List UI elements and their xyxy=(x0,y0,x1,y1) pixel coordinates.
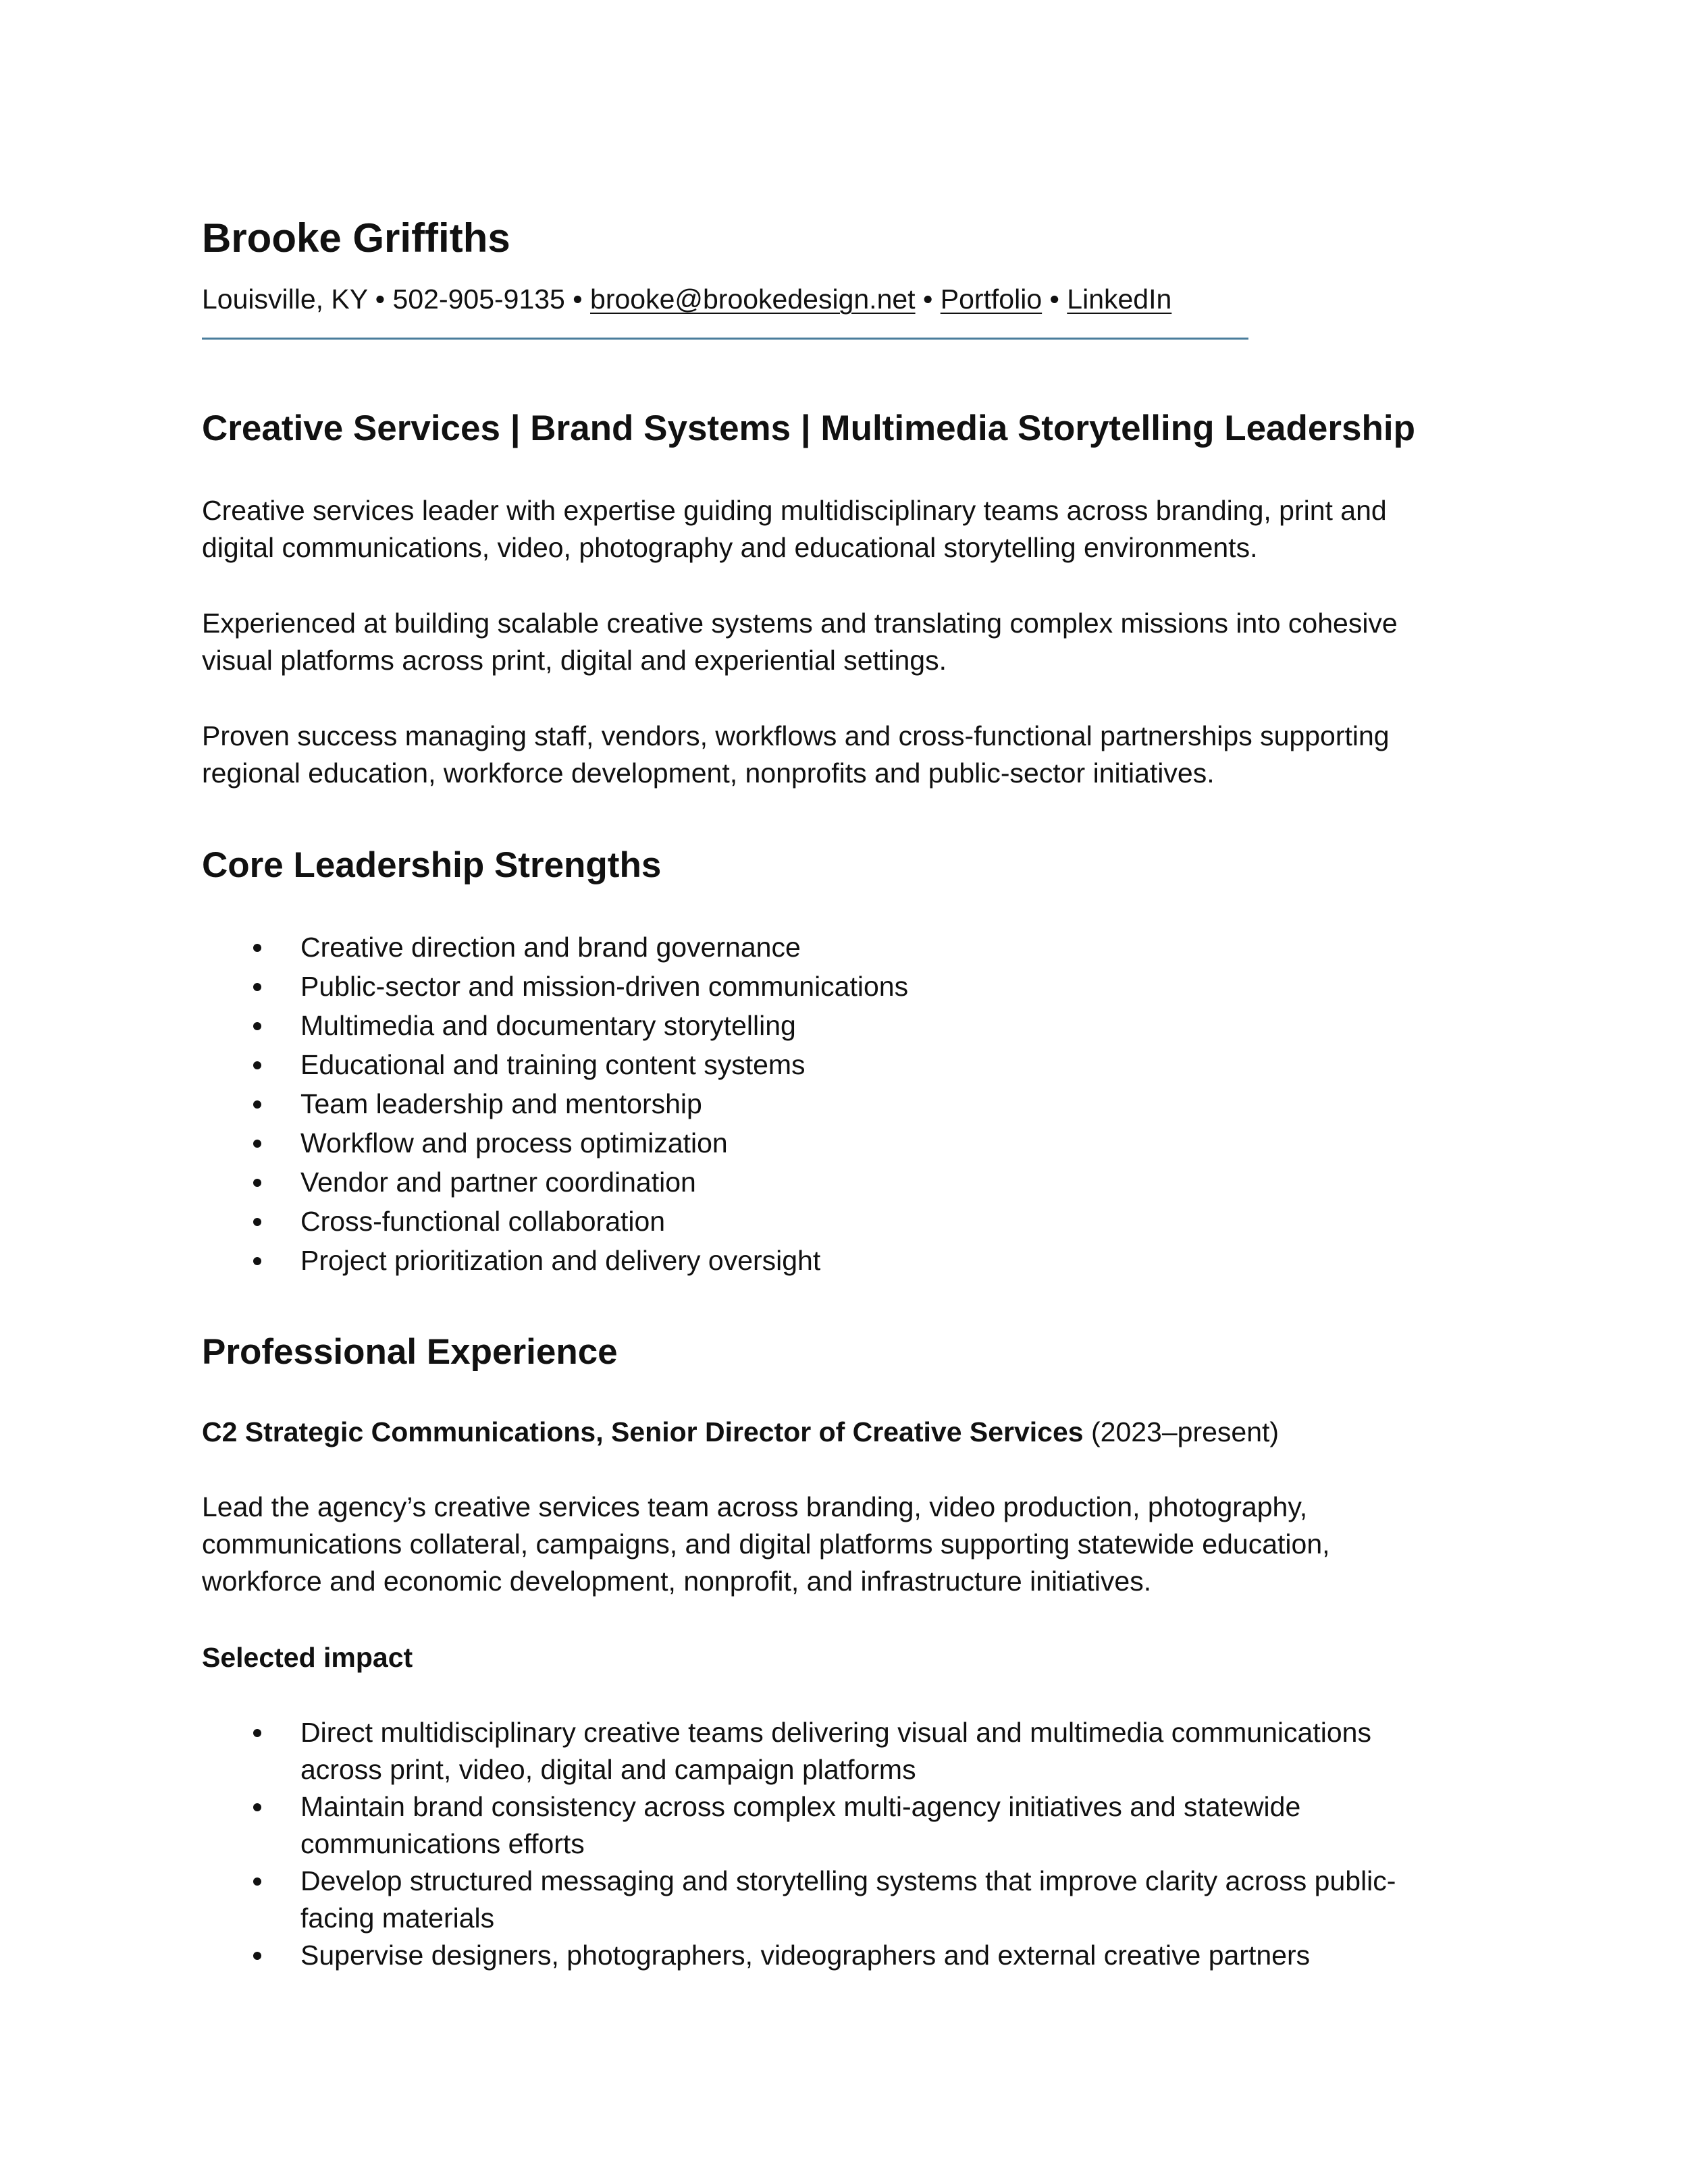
item-text: Educational and training content systems xyxy=(300,1049,806,1080)
text-line: communications collateral, campaigns, and digital platforms supporting statewide education, xyxy=(202,1528,1330,1560)
list-item xyxy=(202,1714,1396,1788)
section-title-strengths: Core Leadership Strengths xyxy=(202,845,662,885)
bullet-icon xyxy=(253,1140,261,1148)
summary-paragraph xyxy=(202,718,1390,792)
item-text: Multimedia and documentary storytelling xyxy=(300,1010,796,1041)
list-item xyxy=(202,1006,908,1045)
headline: Creative Services | Brand Systems | Multimedia Storytelling Leadership xyxy=(202,408,1415,448)
item-text: Cross-functional collaboration xyxy=(300,1206,666,1237)
impact-list xyxy=(202,1714,1396,1974)
bullet-icon xyxy=(253,944,261,952)
list-item xyxy=(202,1863,1396,1937)
summary-paragraph xyxy=(202,492,1387,566)
bullet-icon xyxy=(253,1179,261,1187)
contact-line xyxy=(202,284,1171,315)
text-line: digital communications, video, photography and educational storytelling environments. xyxy=(202,532,1258,563)
bullet-icon xyxy=(253,1952,261,1960)
bullet-icon xyxy=(253,1061,261,1069)
bullet-icon xyxy=(253,1257,261,1265)
text-line: Maintain brand consistency across complex multi-agency initiatives and statewide xyxy=(300,1791,1301,1822)
text-line: facing materials xyxy=(300,1902,495,1934)
item-text: Project prioritization and delivery oversight xyxy=(300,1245,821,1276)
item-text: Public-sector and mission-driven communications xyxy=(300,971,909,1002)
text-line: Lead the agency’s creative services team across branding, video production, photography, xyxy=(202,1491,1308,1522)
list-item xyxy=(202,1045,908,1084)
bullet-icon xyxy=(253,1218,261,1226)
separator: • xyxy=(915,284,941,315)
job-dates: (2023–present) xyxy=(1083,1416,1280,1447)
text-line: Experienced at building scalable creative systems and translating complex missions into cohesive xyxy=(202,608,1398,639)
list-item xyxy=(202,1123,908,1163)
text-line: workforce and economic development, nonprofit, and infrastructure initiatives. xyxy=(202,1566,1152,1597)
separator: • xyxy=(367,284,393,315)
list-item xyxy=(202,1788,1396,1863)
impact-title: Selected impact xyxy=(202,1642,413,1673)
item-text: Creative direction and brand governance xyxy=(300,932,801,963)
bullet-icon xyxy=(253,1022,261,1030)
list-item xyxy=(202,967,908,1006)
list-item xyxy=(202,1163,908,1202)
bullet-icon xyxy=(253,1100,261,1109)
linkedin-link[interactable]: LinkedIn xyxy=(1067,284,1172,315)
text-line: visual platforms across print, digital and experiential settings. xyxy=(202,645,947,676)
list-item xyxy=(202,1937,1396,1974)
item-text: Workflow and process optimization xyxy=(300,1127,728,1158)
separator: • xyxy=(564,284,591,315)
job-heading xyxy=(202,1414,1279,1451)
header-divider xyxy=(202,338,1248,340)
separator: • xyxy=(1042,284,1067,315)
text-line: across print, video, digital and campaign platforms xyxy=(300,1754,916,1785)
text-line: communications efforts xyxy=(300,1828,585,1859)
section-title-experience: Professional Experience xyxy=(202,1332,618,1372)
text-line: Direct multidisciplinary creative teams delivering visual and multimedia communications xyxy=(300,1717,1371,1748)
text-line: regional education, workforce development, nonprofits and public-sector initiatives. xyxy=(202,757,1215,789)
bullet-icon xyxy=(253,1877,261,1886)
bullet-icon xyxy=(253,1803,261,1811)
summary-paragraph xyxy=(202,605,1398,679)
bullet-icon xyxy=(253,983,261,991)
strengths-list xyxy=(202,928,908,1280)
email-link[interactable]: brooke@brookedesign.net xyxy=(590,284,916,315)
candidate-name: Brooke Griffiths xyxy=(202,215,510,261)
text-line: Proven success managing staff, vendors, workflows and cross-functional partnerships supporting xyxy=(202,720,1390,751)
location: Louisville, KY xyxy=(202,284,368,315)
list-item xyxy=(202,928,908,967)
portfolio-link[interactable]: Portfolio xyxy=(940,284,1043,315)
text-line: Creative services leader with expertise guiding multidisciplinary teams across branding, print and xyxy=(202,495,1387,526)
job-title: C2 Strategic Communications, Senior Director of Creative Services xyxy=(202,1416,1084,1447)
list-item xyxy=(202,1241,908,1280)
bullet-icon xyxy=(253,1729,261,1737)
list-item xyxy=(202,1084,908,1123)
phone: 502-905-9135 xyxy=(392,284,565,315)
job-description xyxy=(202,1489,1330,1600)
item-text: Team leadership and mentorship xyxy=(300,1088,702,1119)
list-item xyxy=(202,1202,908,1241)
item-text: Vendor and partner coordination xyxy=(300,1167,696,1198)
text-line: Develop structured messaging and storytelling systems that improve clarity across public- xyxy=(300,1865,1396,1896)
text-line: Supervise designers, photographers, videographers and external creative partners xyxy=(300,1940,1311,1971)
